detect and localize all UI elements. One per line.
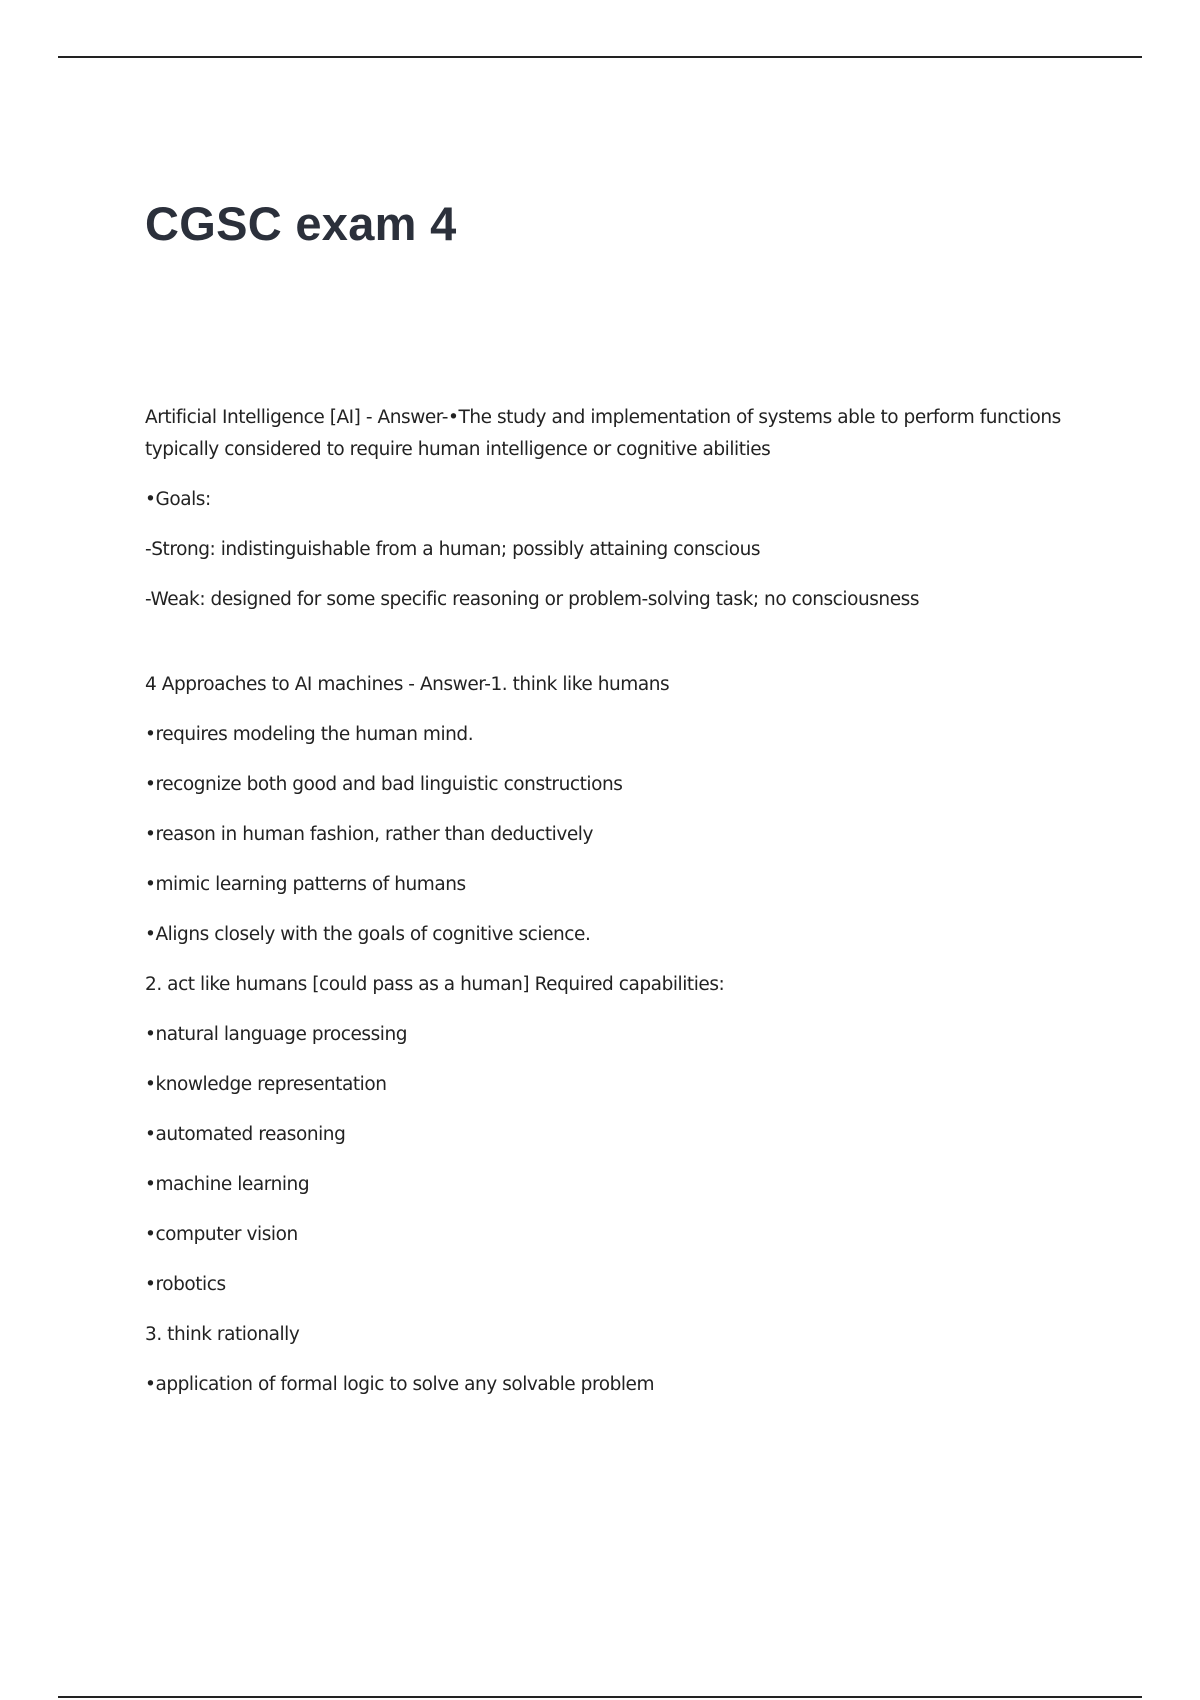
paragraph: 3. think rationally	[145, 1324, 300, 1345]
paragraph: •machine learning	[145, 1174, 310, 1195]
paragraph: •natural language processing	[145, 1024, 408, 1045]
paragraph: •application of formal logic to solve any solvable problem	[145, 1374, 655, 1395]
paragraph: -Strong: indistinguishable from a human; possibly attaining conscious	[145, 539, 761, 560]
paragraph: 2. act like humans [could pass as a human] Required capabilities:	[145, 974, 725, 995]
paragraph: 4 Approaches to AI machines - Answer-1. think like humans	[145, 674, 670, 695]
document-body	[145, 402, 1095, 1419]
page-title: CGSC exam 4	[145, 197, 457, 250]
paragraph: Artificial Intelligence [AI] - Answer-•The study and implementation of systems able to perform functions typically considered to require human intelligence or cognitive abilities	[145, 407, 1061, 460]
bottom-rule	[58, 1696, 1142, 1698]
paragraph: •Aligns closely with the goals of cognitive science.	[145, 924, 591, 945]
paragraph: •requires modeling the human mind.	[145, 724, 474, 745]
top-rule	[58, 56, 1142, 58]
paragraph: -Weak: designed for some specific reasoning or problem-solving task; no consciousness	[145, 589, 920, 610]
paragraph: •Goals:	[145, 489, 211, 510]
paragraph: •knowledge representation	[145, 1074, 387, 1095]
paragraph: •computer vision	[145, 1224, 298, 1245]
paragraph: •reason in human fashion, rather than deductively	[145, 824, 593, 845]
paragraph: •mimic learning patterns of humans	[145, 874, 466, 895]
paragraph: •automated reasoning	[145, 1124, 346, 1145]
paragraph: •robotics	[145, 1274, 226, 1295]
paragraph: •recognize both good and bad linguistic constructions	[145, 774, 623, 795]
